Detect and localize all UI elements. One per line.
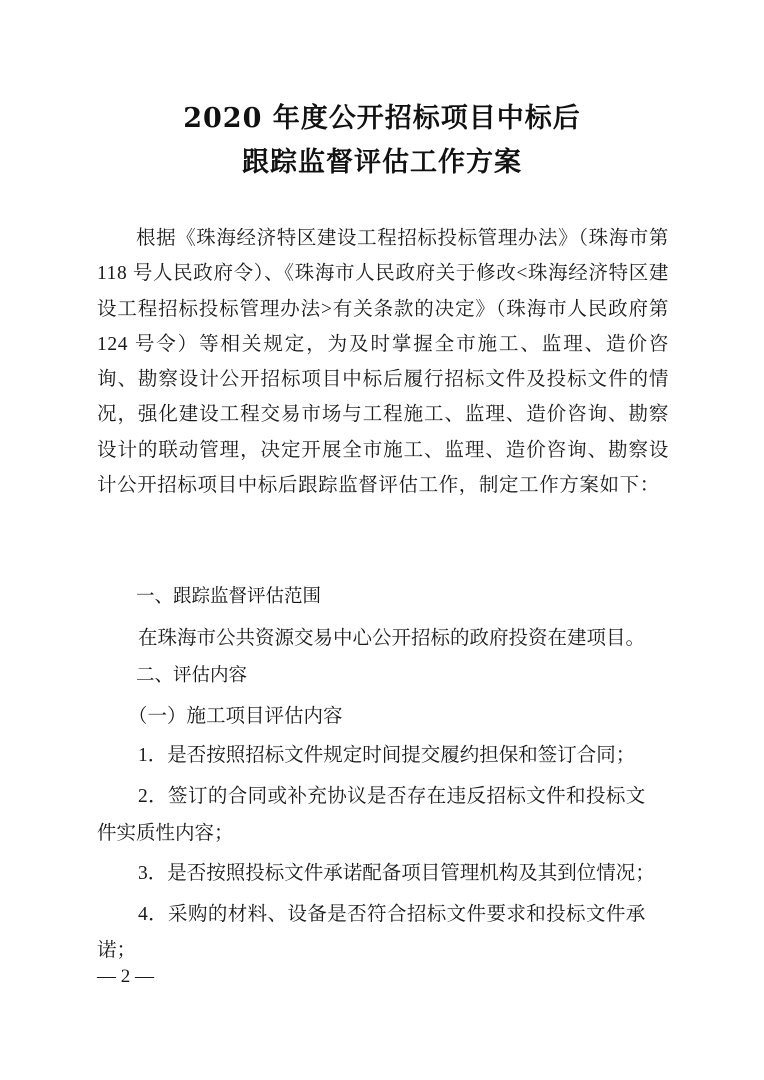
list-item-4-line-1: 4．采购的材料、设备是否符合招标文件要求和投标文件承 <box>138 904 646 925</box>
document-title-line-1: 2020 年度公开招标项目中标后 <box>183 103 581 134</box>
list-item-2-line-1: 2．签订的合同或补充协议是否存在违反招标文件和投标文 <box>138 786 646 807</box>
section-1-text: 在珠海市公共资源交易中心公开招标的政府投资在建项目。 <box>138 628 646 649</box>
list-item-2-line-2: 件实质性内容； <box>97 823 234 844</box>
subsection-1-heading: （一）施工项目评估内容 <box>128 706 343 727</box>
section-1-heading: 一、跟踪监督评估范围 <box>136 586 322 607</box>
list-item-3: 3．是否按照投标文件承诺配备项目管理机构及其到位情况； <box>138 863 655 884</box>
section-2-heading: 二、评估内容 <box>136 665 248 686</box>
page-number: — 2 — <box>97 966 154 987</box>
list-item-1: 1．是否按照招标文件规定时间提交履约担保和签订合同； <box>138 745 636 766</box>
document-title-line-2: 跟踪监督评估工作方案 <box>242 147 522 178</box>
list-item-4-line-2: 诺； <box>97 940 137 961</box>
intro-paragraph: 根据《珠海经济特区建设工程招标投标管理办法》（珠海市第 118 号人民政府令）、《珠海市人民政府关于修改<珠海经济特区建设工程招标投标管理办法>有关条款的决定》（珠海市人民政府第 124 号令）等相关规定，为及时掌握全市施工、监理、造价咨询、勘察设计公开招标项目中标后履行招标文件及投标文件的情况，强化建设工程交易市场与工程施工、监理、造价咨询、勘察设计的联动管理，决定开展全市施工、监理、造价咨询、勘察设计公开招标项目中标后跟踪监督评估工作，制定工作方案如下： <box>97 228 669 497</box>
